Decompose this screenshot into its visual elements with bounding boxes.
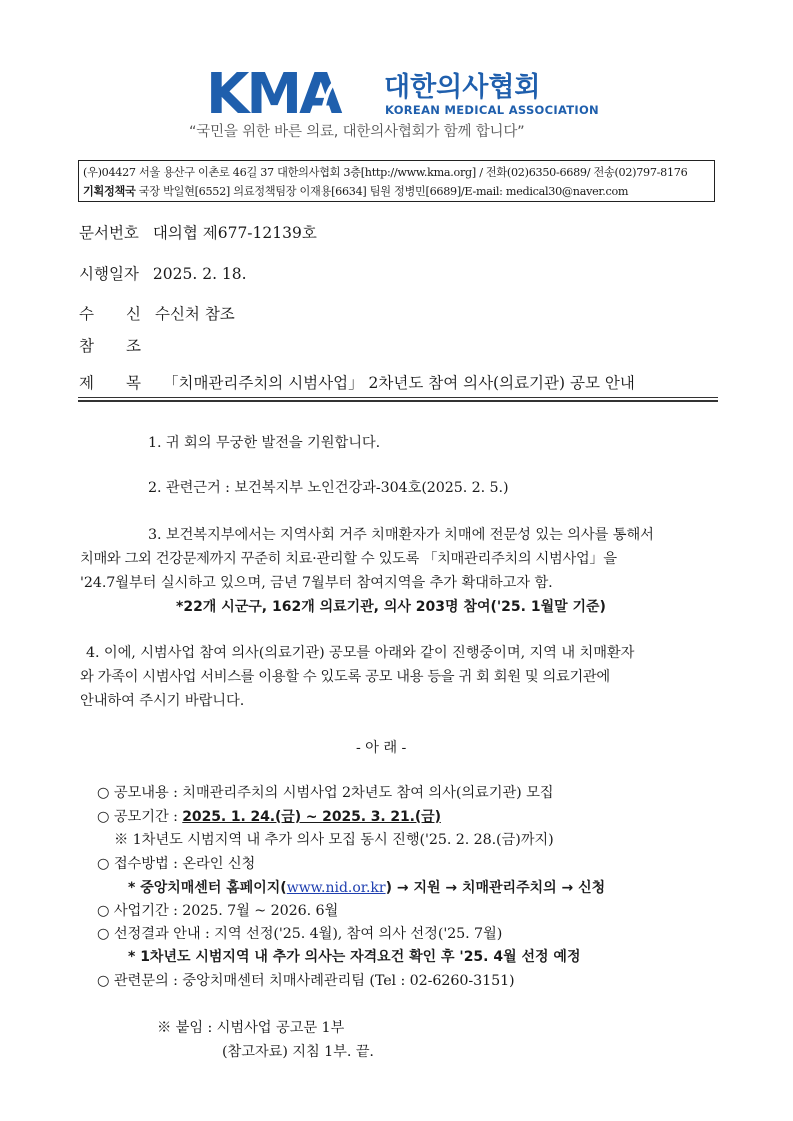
attachment-line-2: (참고자료) 지침 1부. 끝. xyxy=(222,1044,374,1060)
detail-period-dates: 2025. 1. 24.(금) ~ 2025. 3. 21.(금) xyxy=(182,809,441,825)
paragraph-3-line-2: 치매와 그외 건강문제까지 꾸준히 치료·관리할 수 있도록 「치매관리주치의 시범사업」을 xyxy=(80,551,617,567)
date-label: 시행일자 xyxy=(79,265,139,283)
doc-number-row xyxy=(79,221,317,243)
attachment-line-1: ※ 붙임 : 시범사업 공고문 1부 xyxy=(157,1020,345,1036)
doc-number: 대의협 제677-12139호 xyxy=(152,224,317,242)
contact-staff: 국장 박일현[6552] 의료정책팀장 이재용[6634] 팀원 정병민[6689]/E-mail: medical30@naver.com xyxy=(135,185,629,198)
slogan: “국민을 위한 바른 의료, 대한의사협회가 함께 합니다” xyxy=(189,124,525,140)
paragraph-3-line-1: 3. 보건복지부에서는 지역사회 거주 치매환자가 치매에 전문성 있는 의사를 통해서 xyxy=(148,527,654,543)
nid-link[interactable]: www.nid.or.kr xyxy=(286,880,386,896)
reference-row xyxy=(79,334,141,356)
detail-result: ○ 선정결과 안내 : 지역 선정('25. 4월), 참여 의사 선정('25. 7월) xyxy=(97,926,503,942)
logo-letters: KMA xyxy=(206,66,340,120)
kma-logo xyxy=(206,66,606,120)
below-heading: - 아 래 - xyxy=(356,740,407,756)
recipient-label-1: 수 xyxy=(79,305,94,323)
subject: 「치매관리주치의 시범사업」 2차년도 참여 의사(의료기관) 공모 안내 xyxy=(162,374,635,392)
detail-period-label: ○ 공모기간 : xyxy=(97,809,183,825)
date: 2025. 2. 18. xyxy=(152,265,247,283)
paragraph-4-line-3: 안내하여 주시기 바랍니다. xyxy=(80,693,245,709)
title-divider-thick xyxy=(78,400,718,402)
recipient-row xyxy=(79,302,235,324)
detail-content: ○ 공모내용 : 치매관리주치의 시범사업 2차년도 참여 의사(의료기관) 모집 xyxy=(97,785,554,801)
paragraph-3-line-3: '24.7월부터 실시하고 있으며, 금년 7월부터 참여지역을 추가 확대하고자 함. xyxy=(80,575,553,591)
paragraph-1: 1. 귀 회의 무궁한 발전을 기원합니다. xyxy=(148,435,381,451)
detail-period xyxy=(97,806,441,826)
method-note-prefix: * 중앙치매센터 홈페이지( xyxy=(128,880,287,896)
reference-label-2: 조 xyxy=(125,337,141,355)
recipient-label-2: 신 xyxy=(125,305,141,323)
reference-label-1: 참 xyxy=(79,337,94,355)
kma-logo-graphic xyxy=(206,66,606,120)
doc-number-label: 문서번호 xyxy=(79,224,139,242)
contact-box xyxy=(78,160,715,202)
recipient: 수신처 참조 xyxy=(154,305,235,323)
org-name-en: KOREAN MEDICAL ASSOCIATION xyxy=(385,103,599,117)
paragraph-4-line-2: 와 가족이 시범사업 서비스를 이용할 수 있도록 공모 내용 등을 귀 회 회원 및 의료기관에 xyxy=(80,669,610,685)
org-name-ko: 대한의사협회 xyxy=(384,72,541,103)
method-note-suffix: ) → 지원 → 치매관리주치의 → 신청 xyxy=(385,880,606,896)
detail-method: ○ 접수방법 : 온라인 신청 xyxy=(97,856,256,872)
contact-address-line: (우)04427 서울 용산구 이촌로 46길 37 대한의사협회 3층[http://www.kma.org] / 전화(02)6350-6689/ 전송(02)797-8176 xyxy=(83,166,688,179)
detail-business-period: ○ 사업기간 : 2025. 7월 ~ 2026. 6월 xyxy=(97,903,339,919)
participation-note: *22개 시군구, 162개 의료기관, 의사 203명 참여('25. 1월말 기준) xyxy=(176,599,606,615)
detail-method-note xyxy=(128,877,605,897)
detail-result-note: * 1차년도 시범지역 내 추가 의사는 자격요건 확인 후 '25. 4월 선정 예정 xyxy=(128,949,581,965)
subject-label-2: 목 xyxy=(125,374,141,392)
paragraph-2: 2. 관련근거 : 보건복지부 노인건강과-304호(2025. 2. 5.) xyxy=(148,480,509,496)
contact-staff-line xyxy=(83,183,628,199)
date-row xyxy=(79,262,247,284)
subject-row xyxy=(79,371,635,393)
paragraph-4-line-1: 4. 이에, 시범사업 참여 의사(의료기관) 공모를 아래와 같이 진행중이며, 지역 내 치매환자 xyxy=(86,645,635,661)
detail-period-note: ※ 1차년도 시범지역 내 추가 의사 모집 동시 진행('25. 2. 28.(금)까지) xyxy=(114,832,554,848)
contact-dept: 기획정책국 xyxy=(83,185,136,198)
subject-label-1: 제 xyxy=(79,374,94,392)
title-divider xyxy=(78,397,718,398)
detail-inquiry: ○ 관련문의 : 중앙치매센터 치매사례관리팀 (Tel : 02-6260-3151) xyxy=(97,973,515,989)
